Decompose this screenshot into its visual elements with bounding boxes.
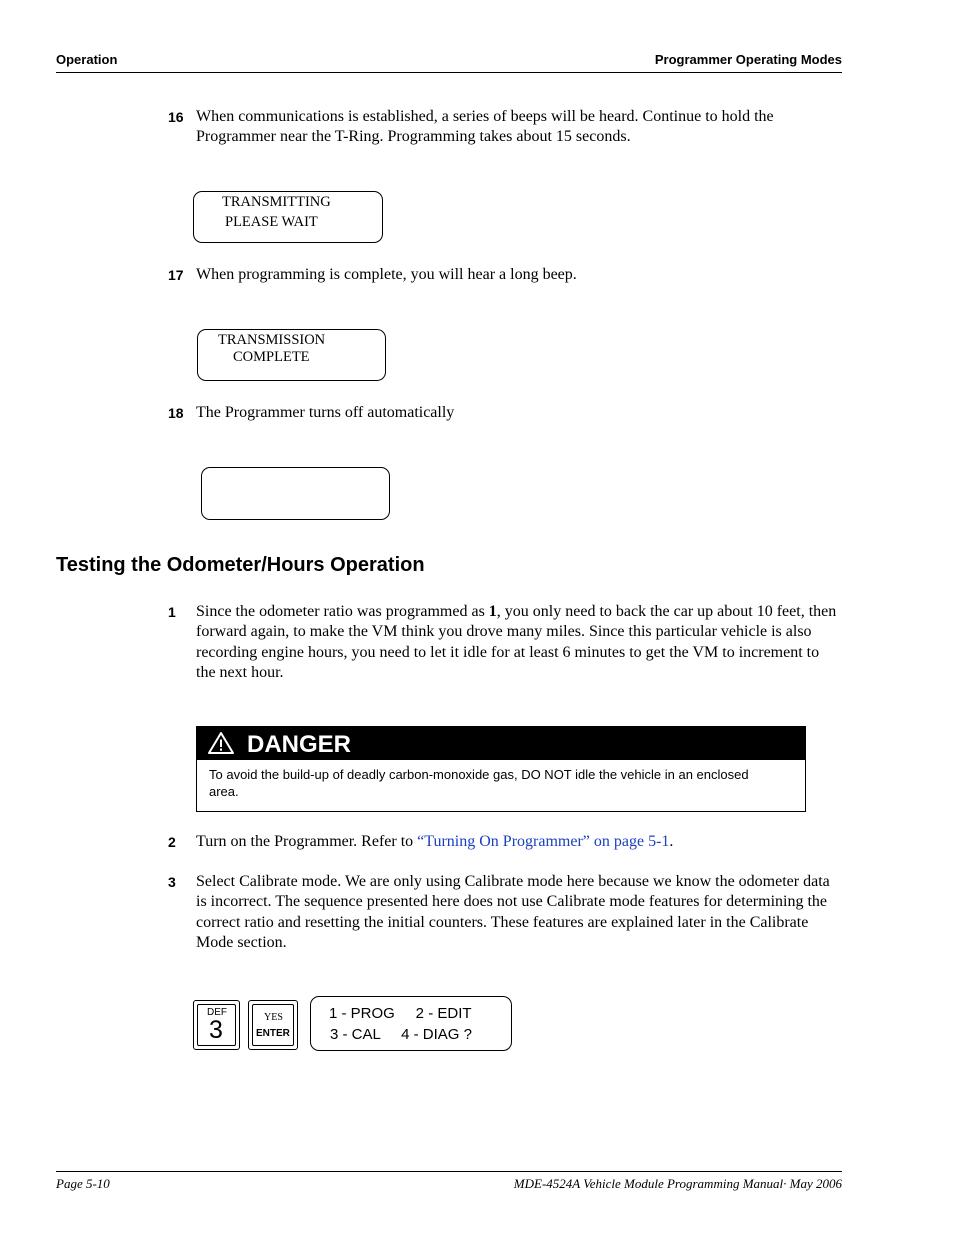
footer-rule	[56, 1171, 842, 1172]
step-text-17: When programming is complete, you will hear a long beep.	[196, 266, 577, 283]
key-digit-3: 3	[209, 1016, 223, 1044]
step-number-1: 1	[168, 604, 176, 620]
step-text-2	[196, 832, 842, 852]
step-text-3: Select Calibrate mode. We are only using Calibrate mode here because we know the odometer data is incorrect. The sequence presented here does not use Calibrate mode features for determining the correct ratio and resetting the initial counters. These features are explained later in the Calibrate Mode section.	[196, 873, 830, 952]
step-number-2: 2	[168, 834, 176, 850]
menu-line-2: 3 - CAL 4 - DIAG ?	[330, 1026, 472, 1043]
danger-title-bar	[197, 727, 805, 760]
key-face	[252, 1004, 294, 1046]
warning-triangle-icon	[207, 731, 235, 755]
step-number-3: 3	[168, 874, 176, 890]
footer-manual-title: MDE-4524A Vehicle Module Programming Manual· May 2006	[513, 1176, 842, 1191]
lcd-display-complete	[197, 329, 386, 381]
key-label-def: DEF	[207, 1007, 227, 1018]
enter-key	[248, 1000, 298, 1050]
step2-text-post: .	[669, 833, 674, 850]
lcd-line-1: TRANSMITTING	[222, 194, 331, 210]
step1-text-bold: 1	[488, 603, 497, 620]
step1-text-pre: Since the odometer ratio was programmed as	[196, 603, 489, 620]
header-rule	[56, 72, 842, 73]
def-3-key	[193, 1000, 240, 1050]
lcd-display-blank	[201, 467, 390, 520]
key-label-enter: ENTER	[256, 1028, 290, 1039]
step-text-18: The Programmer turns off automatically	[196, 404, 455, 421]
step-number-18: 18	[168, 405, 184, 421]
header-right: Programmer Operating Modes	[654, 52, 842, 67]
turning-on-programmer-link[interactable]: “Turning On Programmer” on page 5-1	[417, 833, 670, 850]
lcd-display-transmitting	[193, 191, 383, 243]
section-title: Testing the Odometer/Hours Operation	[56, 554, 425, 576]
lcd-line-1: TRANSMISSION	[218, 332, 326, 348]
step-number-16: 16	[168, 109, 184, 125]
header-left: Operation	[56, 52, 118, 67]
step-number-17: 17	[168, 267, 184, 283]
danger-callout	[196, 726, 806, 812]
key-face	[197, 1004, 236, 1046]
lcd-line-2: PLEASE WAIT	[225, 214, 318, 230]
step-text-16: When communications is established, a series of beeps will be heard. Continue to hold the Programmer near the T-Ring. Programming takes about 15 seconds.	[196, 108, 774, 146]
step2-text-pre: Turn on the Programmer. Refer to	[196, 833, 418, 850]
danger-title: DANGER	[247, 731, 352, 758]
lcd-line-2: COMPLETE	[233, 349, 310, 365]
footer-page-number: Page 5-10	[56, 1176, 110, 1191]
step1-text-post: , you only need to back the car up about 10 feet, then forward again, to make the VM think you drove many miles. Since this particular vehicle is also recording engine hours, you need to let it idle for at least 6 minutes to get the VM to increment to the next hour.	[196, 603, 837, 682]
lcd-display-menu	[310, 996, 512, 1051]
step-text-1	[196, 602, 842, 684]
key-label-yes: YES	[264, 1012, 283, 1023]
menu-line-1: 1 - PROG 2 - EDIT	[329, 1005, 472, 1022]
danger-text: To avoid the build-up of deadly carbon-monoxide gas, DO NOT idle the vehicle in an enclosed area.	[209, 767, 749, 799]
